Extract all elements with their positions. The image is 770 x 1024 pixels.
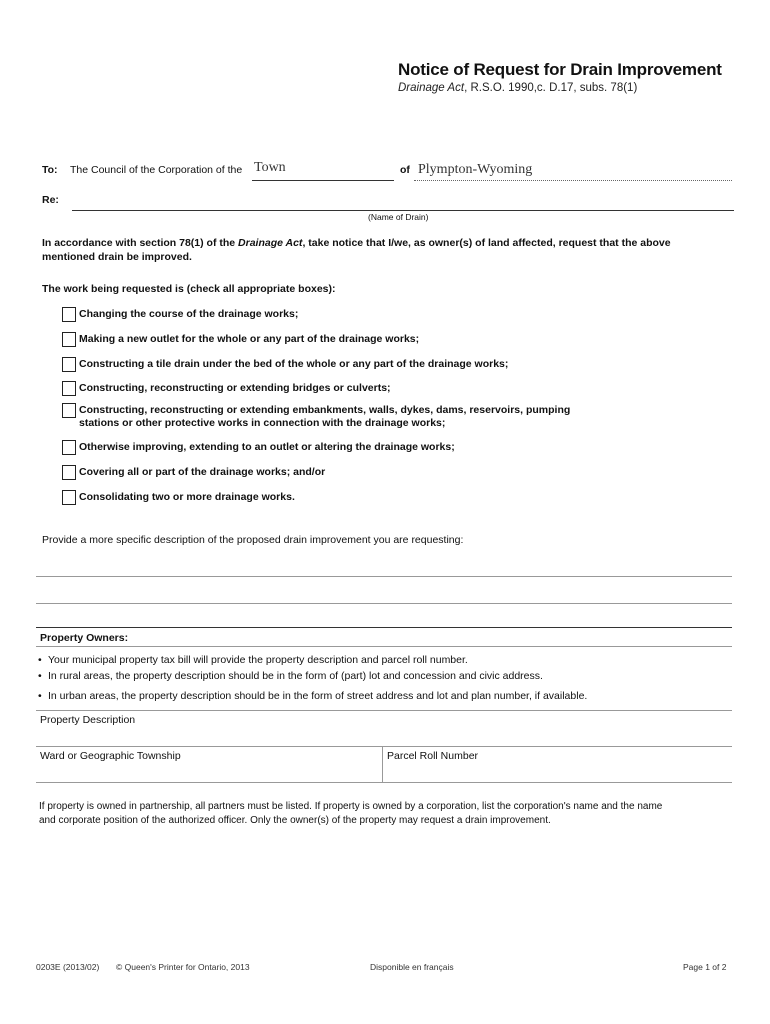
checkbox-tile-drain[interactable] (62, 357, 76, 372)
item-otherwise-improving: Otherwise improving, extending to an outlet or altering the drainage works; (79, 441, 455, 453)
drain-name-caption: (Name of Drain) (368, 212, 429, 222)
corporation-type-underline (252, 180, 394, 181)
subtitle-act-name: Drainage Act (398, 82, 465, 94)
bullet-tax-bill: Your municipal property tax bill will provide the property description and parcel roll number. (48, 654, 468, 666)
bullet-rural: In rural areas, the property description should be in the form of (part) lot and concession and civic address. (48, 670, 543, 682)
intro-part1: In accordance with section 78(1) of the (42, 237, 239, 249)
checkbox-embankments[interactable] (62, 403, 76, 418)
item-bridges-culverts: Constructing, reconstructing or extending bridges or culverts; (79, 382, 391, 394)
checkbox-consolidating[interactable] (62, 490, 76, 505)
work-heading: The work being requested is (check all appropriate boxes): (42, 283, 336, 295)
intro-part2: , take notice that I/we, as owner(s) of land affected, request that the above (302, 237, 671, 249)
description-line-1[interactable] (36, 576, 732, 577)
checkbox-covering[interactable] (62, 465, 76, 480)
parcel-roll-field[interactable] (385, 764, 731, 782)
ward-parcel-divider (382, 746, 383, 782)
item-tile-drain: Constructing a tile drain under the bed of the whole or any part of the drainage works; (79, 358, 509, 370)
description-line-2[interactable] (36, 603, 732, 604)
intro-paragraph (42, 237, 742, 249)
form-subtitle (398, 82, 637, 94)
ward-parcel-top-rule (36, 746, 732, 747)
property-owners-top-rule (36, 627, 732, 628)
bullet-dot-1: • (38, 654, 42, 666)
bullet-dot-3: • (38, 690, 42, 702)
bullet-urban: In urban areas, the property description should be in the form of street address and lot and plan number, if available. (48, 690, 588, 702)
description-prompt: Provide a more specific description of the proposed drain improvement you are requesting: (42, 534, 464, 546)
property-owners-heading: Property Owners: (40, 632, 129, 644)
property-description-label: Property Description (40, 714, 136, 726)
municipality-field[interactable]: Plympton-Wyoming (418, 162, 533, 177)
partnership-note-line2: and corporate position of the authorized officer. Only the owner(s) of the property may request a drain improvement. (39, 815, 551, 826)
footer-copyright: © Queen's Printer for Ontario, 2013 (116, 962, 250, 972)
parcel-label: Parcel Roll Number (387, 750, 479, 762)
intro-act-name: Drainage Act (238, 237, 303, 249)
corporation-type-field[interactable]: Town (254, 160, 286, 175)
re-label: Re: (42, 194, 59, 206)
subtitle-citation: , R.S.O. 1990,c. D.17, subs. 78(1) (464, 82, 638, 94)
bullet-dot-2: • (38, 670, 42, 682)
item-embankments-cont: stations or other protective works in connection with the drainage works; (79, 417, 446, 429)
drain-name-field[interactable] (72, 210, 734, 211)
property-owners-heading-rule (36, 646, 732, 647)
ward-parcel-bottom-rule (36, 782, 732, 783)
of-label: of (400, 164, 410, 176)
to-label: To: (42, 164, 58, 176)
municipality-underline (414, 180, 732, 181)
partnership-note-line1: If property is owned in partnership, all partners must be listed. If property is owned by a corporation, list the corporation's name and the name (39, 801, 663, 812)
footer-form-code: 0203E (2013/02) (36, 962, 100, 972)
form-title: Notice of Request for Drain Improvement (398, 60, 722, 79)
checkbox-new-outlet[interactable] (62, 332, 76, 347)
property-description-field[interactable] (36, 728, 732, 746)
footer-page-number: Page 1 of 2 (683, 962, 727, 972)
checkbox-otherwise-improving[interactable] (62, 440, 76, 455)
checkbox-changing-course[interactable] (62, 307, 76, 322)
checkbox-bridges-culverts[interactable] (62, 381, 76, 396)
ward-field[interactable] (36, 764, 380, 782)
ward-label: Ward or Geographic Township (40, 750, 181, 762)
item-consolidating: Consolidating two or more drainage works. (79, 491, 295, 503)
footer-french-link[interactable]: Disponible en français (370, 962, 454, 972)
property-description-top-rule (36, 710, 732, 711)
item-covering: Covering all or part of the drainage works; and/or (79, 466, 326, 478)
item-changing-course: Changing the course of the drainage works; (79, 308, 299, 320)
item-embankments: Constructing, reconstructing or extending embankments, walls, dykes, dams, reservoirs, pumping (79, 404, 571, 416)
to-text: The Council of the Corporation of the (70, 164, 243, 176)
intro-line2: mentioned drain be improved. (42, 251, 192, 263)
item-new-outlet: Making a new outlet for the whole or any part of the drainage works; (79, 333, 420, 345)
